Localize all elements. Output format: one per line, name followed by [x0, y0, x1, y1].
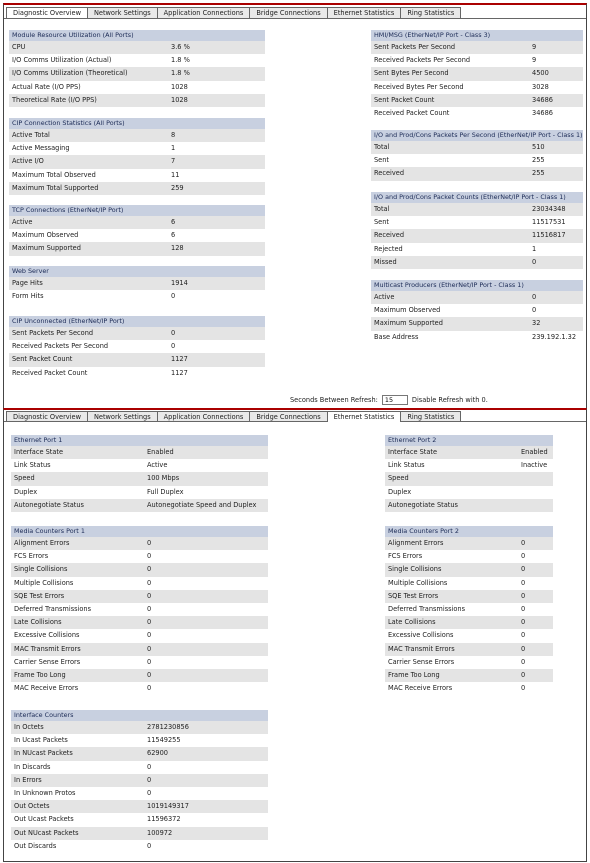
stat-row	[371, 216, 583, 229]
panel-i-o-and-prod-cons-packets-per-second-ethernet-ip-port-class-1	[371, 130, 583, 181]
stat-value: Inactive	[521, 461, 548, 470]
stat-row	[9, 353, 265, 366]
stat-value: 11517531	[532, 218, 566, 227]
refresh-control	[290, 395, 488, 405]
stat-label: Base Address	[374, 332, 419, 341]
panel-title: Web Server	[9, 266, 265, 277]
stat-value: 1127	[171, 355, 188, 364]
stat-row	[9, 216, 265, 229]
stat-label: MAC Transmit Errors	[388, 644, 455, 653]
tab-bridge-connections[interactable]: Bridge Connections	[249, 7, 327, 18]
stat-label: Sent Packets Per Second	[374, 43, 456, 51]
stat-label: Received Packets Per Second	[12, 342, 109, 351]
stat-value: 1.8 %	[171, 56, 190, 65]
stat-row	[371, 94, 583, 107]
stat-row	[11, 537, 268, 550]
stat-label: Speed	[388, 474, 409, 483]
stat-value: 0	[521, 539, 526, 547]
stat-row	[9, 367, 265, 380]
stat-row	[11, 499, 268, 512]
stat-label: Theoretical Rate (I/O PPS)	[12, 95, 97, 104]
stat-row	[371, 243, 583, 256]
stat-row	[371, 54, 583, 67]
stat-row	[9, 277, 265, 290]
stat-value: 0	[147, 552, 152, 561]
stat-value: 100 Mbps	[147, 474, 180, 483]
stat-label: Duplex	[388, 487, 412, 496]
stat-row	[371, 81, 583, 94]
tab-bar-top	[6, 6, 460, 18]
stat-row	[11, 734, 268, 747]
stat-label: MAC Receive Errors	[14, 684, 79, 693]
stat-value: 0	[521, 604, 526, 613]
stat-value: 0	[521, 670, 526, 679]
panel-title: Interface Counters	[11, 710, 268, 721]
tab-divider-top	[4, 18, 586, 19]
stat-row	[9, 94, 265, 107]
stat-value: 1	[532, 244, 537, 253]
stat-value: 34686	[532, 108, 553, 117]
stat-row	[11, 827, 268, 840]
stat-label: Sent	[374, 156, 390, 165]
stat-value: 11	[171, 170, 180, 179]
stat-row	[9, 169, 265, 182]
stat-row	[385, 537, 553, 550]
stat-row	[11, 761, 268, 774]
stat-label: Form Hits	[12, 292, 44, 301]
stat-value: 0	[147, 775, 152, 784]
tab-ring-statistics[interactable]: Ring Statistics	[400, 7, 461, 18]
stat-value: Enabled	[147, 448, 174, 456]
stat-value: 0	[147, 657, 152, 666]
stat-label: Autonegotiate Status	[388, 500, 458, 509]
stat-label: Maximum Supported	[374, 319, 443, 328]
stat-label: Out Ucast Packets	[14, 815, 74, 824]
stat-row	[371, 291, 583, 304]
stat-label: Sent Bytes Per Second	[374, 69, 449, 78]
stat-value: 11516817	[532, 231, 566, 240]
stat-value: 0	[532, 306, 537, 315]
panel-title: Media Counters Port 1	[11, 526, 268, 537]
stat-row	[371, 141, 583, 154]
stat-label: Deferred Transmissions	[14, 604, 92, 613]
stat-row	[9, 41, 265, 54]
stat-row	[385, 616, 553, 629]
stat-row	[371, 317, 583, 330]
stat-label: Single Collisions	[14, 565, 68, 574]
stat-value: 1019149317	[147, 802, 189, 811]
panel-ethernet-port-2	[385, 435, 553, 512]
stat-row	[371, 256, 583, 269]
stat-label: Frame Too Long	[388, 670, 440, 679]
panel-i-o-and-prod-cons-packet-counts-ethernet-ip-port-class-1	[371, 192, 583, 269]
stat-row	[11, 563, 268, 576]
stat-label: Missed	[374, 257, 397, 266]
stat-row	[11, 840, 268, 853]
stat-value: 0	[171, 342, 176, 351]
stat-value: Enabled	[521, 448, 548, 456]
stat-row	[385, 643, 553, 656]
stat-label: Received Packet Count	[374, 108, 450, 117]
stat-value: 0	[521, 644, 526, 653]
stat-row	[385, 550, 553, 563]
stat-label: Sent Packet Count	[374, 95, 435, 104]
panel-cip-unconnected-ethernet-ip-port	[9, 316, 265, 380]
stat-label: Out Octets	[14, 802, 50, 811]
stat-label: Single Collisions	[388, 565, 442, 574]
stat-label: Active Total	[12, 131, 50, 139]
stat-label: Received Packet Count	[12, 368, 88, 377]
stat-row	[385, 669, 553, 682]
stat-value: 32	[532, 319, 541, 328]
stat-row	[11, 459, 268, 472]
stat-value: 0	[147, 539, 152, 547]
stat-value: 0	[521, 657, 526, 666]
stat-label: Received	[374, 231, 404, 240]
stat-label: In Discards	[14, 762, 51, 771]
stat-value: 0	[171, 329, 176, 337]
stat-value: 3028	[532, 82, 549, 91]
stat-label: Sent Packet Count	[12, 355, 73, 364]
stat-value: 9	[532, 56, 537, 65]
stat-value: 0	[147, 841, 152, 850]
stat-value: 1	[171, 144, 176, 153]
stat-row	[385, 563, 553, 576]
stat-label: Active	[12, 218, 33, 226]
stat-value: 0	[147, 762, 152, 771]
stat-row	[371, 107, 583, 120]
stat-value: 510	[532, 143, 545, 151]
stat-label: Active Messaging	[12, 144, 70, 153]
stat-value: 0	[171, 292, 176, 301]
refresh-hint: Disable Refresh with 0.	[411, 396, 488, 404]
stat-value: 62900	[147, 749, 168, 758]
stat-row	[11, 643, 268, 656]
stat-row	[385, 603, 553, 616]
stat-label: Active I/O	[12, 157, 44, 166]
stat-label: Excessive Collisions	[14, 631, 80, 640]
stat-label: MAC Receive Errors	[388, 684, 453, 693]
stat-value: 11596372	[147, 815, 181, 824]
stat-label: Late Collisions	[14, 618, 62, 627]
stat-label: Multiple Collisions	[14, 578, 74, 587]
stat-label: Frame Too Long	[14, 670, 66, 679]
stat-label: Interface State	[14, 448, 64, 456]
stat-value: 1028	[171, 95, 188, 104]
tab-bridge-connections[interactable]: Bridge Connections	[249, 411, 327, 422]
stat-row	[11, 486, 268, 499]
stat-label: Page Hits	[12, 279, 43, 287]
stat-row	[11, 774, 268, 787]
stat-value: 0	[147, 591, 152, 600]
stat-value: 100972	[147, 828, 173, 837]
stat-value: 0	[147, 578, 152, 587]
stat-label: Actual Rate (I/O PPS)	[12, 82, 81, 91]
stat-label: Speed	[14, 474, 35, 483]
tab-divider-bottom	[4, 421, 586, 422]
stat-value: 1914	[171, 279, 188, 287]
stat-row	[9, 290, 265, 303]
stat-row	[11, 669, 268, 682]
stat-row	[11, 629, 268, 642]
stat-label: Maximum Total Supported	[12, 183, 99, 192]
stat-label: Carrier Sense Errors	[14, 657, 81, 666]
panel-title: I/O and Prod/Cons Packets Per Second (EtherNet/IP Port - Class 1)	[371, 130, 583, 141]
panel-title: HMI/MSG (EtherNet/IP Port - Class 3)	[371, 30, 583, 41]
stat-row	[11, 682, 268, 695]
stat-row	[385, 459, 553, 472]
stat-value: 0	[521, 591, 526, 600]
stat-label: Out NUcast Packets	[14, 828, 79, 837]
stat-row	[11, 800, 268, 813]
stat-row	[11, 603, 268, 616]
tab-diagnostic-overview[interactable]: Diagnostic Overview	[6, 7, 88, 18]
stat-label: Maximum Observed	[12, 231, 79, 240]
panel-media-counters-port-1	[11, 526, 268, 695]
stat-value: 0	[147, 618, 152, 627]
stat-label: Received Packets Per Second	[374, 56, 471, 65]
panel-hmi-msg-ethernet-ip-port-class-3	[371, 30, 583, 120]
stat-value: 0	[147, 604, 152, 613]
stat-label: Received Bytes Per Second	[374, 82, 464, 91]
tab-diagnostic-overview[interactable]: Diagnostic Overview	[6, 411, 88, 422]
stat-value: 0	[147, 788, 152, 797]
stat-row	[9, 155, 265, 168]
stat-value: 6	[171, 231, 176, 240]
stat-value: 23034348	[532, 205, 566, 213]
stat-value: 1.8 %	[171, 69, 190, 78]
stat-row	[385, 590, 553, 603]
stat-row	[371, 41, 583, 54]
refresh-label: Seconds Between Refresh:	[290, 396, 378, 404]
stat-label: In Ucast Packets	[14, 736, 68, 745]
stat-label: Sent	[374, 218, 390, 227]
stat-value: 255	[532, 169, 545, 178]
stat-row	[11, 616, 268, 629]
stat-label: Alignment Errors	[388, 539, 444, 547]
stat-label: Multiple Collisions	[388, 578, 448, 587]
stat-label: Maximum Supported	[12, 244, 81, 253]
stat-row	[9, 54, 265, 67]
tab-network-settings[interactable]: Network Settings	[87, 7, 158, 18]
stat-label: Alignment Errors	[14, 539, 70, 547]
stat-label: SQE Test Errors	[14, 591, 65, 600]
stat-value: Active	[147, 461, 168, 470]
panel-web-server	[9, 266, 265, 303]
panel-multicast-producers-ethernet-ip-port-class-1	[371, 280, 583, 344]
panel-tcp-connections-ethernet-ip-port	[9, 205, 265, 256]
panel-title: TCP Connections (EtherNet/IP Port)	[9, 205, 265, 216]
stat-row	[371, 229, 583, 242]
stat-value: 0	[532, 293, 537, 301]
stat-value: 0	[521, 578, 526, 587]
stat-row	[371, 67, 583, 80]
panel-title: Module Resource Utilization (All Ports)	[9, 30, 265, 41]
tab-network-settings[interactable]: Network Settings	[87, 411, 158, 422]
stat-value: 259	[171, 183, 184, 192]
stat-label: Total	[374, 205, 390, 213]
stat-label: SQE Test Errors	[388, 591, 439, 600]
stat-row	[9, 327, 265, 340]
stat-value: 0	[521, 565, 526, 574]
stat-label: FCS Errors	[388, 552, 423, 561]
stat-label: In NUcast Packets	[14, 749, 73, 758]
stat-row	[11, 813, 268, 826]
stat-label: FCS Errors	[14, 552, 49, 561]
stat-label: Maximum Observed	[374, 306, 441, 315]
stat-row	[9, 142, 265, 155]
stat-value: 4500	[532, 69, 549, 78]
stat-row	[9, 229, 265, 242]
stat-value: 0	[147, 644, 152, 653]
panel-title: Ethernet Port 1	[11, 435, 268, 446]
stat-value: 9	[532, 43, 537, 51]
stat-value: Full Duplex	[147, 487, 184, 496]
stat-label: CPU	[12, 43, 26, 51]
stat-label: I/O Comms Utilization (Actual)	[12, 56, 112, 65]
tab-application-connections[interactable]: Application Connections	[157, 411, 251, 422]
stat-value: 0	[147, 684, 152, 693]
stat-value: 7	[171, 157, 176, 166]
stat-label: In Octets	[14, 723, 44, 731]
panel-title: CIP Unconnected (EtherNet/IP Port)	[9, 316, 265, 327]
stat-label: Sent Packets Per Second	[12, 329, 94, 337]
panel-module-resource-utilization-all-ports	[9, 30, 265, 107]
refresh-seconds-input[interactable]	[382, 395, 408, 405]
stat-row	[371, 203, 583, 216]
stat-row	[11, 577, 268, 590]
panel-cip-connection-statistics-all-ports	[9, 118, 265, 195]
stat-row	[371, 154, 583, 167]
stat-row	[9, 129, 265, 142]
stat-label: In Errors	[14, 775, 42, 784]
stat-label: Total	[374, 143, 390, 151]
stat-label: Autonegotiate Status	[14, 500, 84, 509]
stat-row	[385, 577, 553, 590]
stat-row	[371, 167, 583, 180]
stat-value: 0	[521, 618, 526, 627]
stat-label: Active	[374, 293, 395, 301]
stat-row	[9, 81, 265, 94]
panel-ethernet-port-1	[11, 435, 268, 512]
panel-title: Multicast Producers (EtherNet/IP Port - Class 1)	[371, 280, 583, 291]
stat-value: 1028	[171, 82, 188, 91]
stat-row	[385, 499, 553, 512]
stat-value: 128	[171, 244, 184, 253]
stat-label: Link Status	[14, 461, 51, 470]
stat-label: Out Discards	[14, 841, 57, 850]
stat-value: 0	[521, 684, 526, 693]
stat-row	[11, 472, 268, 485]
tab-application-connections[interactable]: Application Connections	[157, 7, 251, 18]
stat-value: 0	[521, 631, 526, 640]
stat-label: In Unknown Protos	[14, 788, 76, 797]
stat-value: 1127	[171, 368, 188, 377]
stat-row	[385, 629, 553, 642]
stat-row	[11, 550, 268, 563]
stat-label: Duplex	[14, 487, 38, 496]
stat-value: 34686	[532, 95, 553, 104]
stat-row	[11, 446, 268, 459]
tab-ring-statistics[interactable]: Ring Statistics	[400, 411, 461, 422]
panel-media-counters-port-2	[385, 526, 553, 695]
stat-value: 6	[171, 218, 176, 226]
stat-value: Autonegotiate Speed and Duplex	[147, 500, 257, 509]
tab-ethernet-statistics[interactable]: Ethernet Statistics	[327, 7, 402, 18]
stat-label: MAC Transmit Errors	[14, 644, 81, 653]
stat-row	[385, 656, 553, 669]
stat-value: 0	[521, 552, 526, 561]
stat-value: 255	[532, 156, 545, 165]
stat-row	[11, 590, 268, 603]
panel-interface-counters	[11, 710, 268, 853]
panel-title: CIP Connection Statistics (All Ports)	[9, 118, 265, 129]
stat-row	[371, 331, 583, 344]
stat-row	[385, 446, 553, 459]
stat-row	[385, 472, 553, 485]
stat-value: 239.192.1.32	[532, 332, 577, 341]
stat-label: Maximum Total Observed	[12, 170, 96, 179]
stat-value: 0	[147, 565, 152, 574]
stat-row	[9, 242, 265, 255]
stat-row	[9, 340, 265, 353]
stat-label: Rejected	[374, 244, 403, 253]
panel-title: I/O and Prod/Cons Packet Counts (EtherNet/IP Port - Class 1)	[371, 192, 583, 203]
stat-label: Carrier Sense Errors	[388, 657, 455, 666]
stat-value: 0	[147, 670, 152, 679]
stat-row	[371, 304, 583, 317]
stat-label: I/O Comms Utilization (Theoretical)	[12, 69, 128, 78]
stat-row	[385, 486, 553, 499]
panel-title: Media Counters Port 2	[385, 526, 553, 537]
stat-value: 8	[171, 131, 176, 139]
tab-ethernet-statistics[interactable]: Ethernet Statistics	[327, 411, 402, 422]
stat-row	[9, 67, 265, 80]
stat-label: Link Status	[388, 461, 425, 470]
stat-row	[11, 656, 268, 669]
stat-row	[385, 682, 553, 695]
panel-title: Ethernet Port 2	[385, 435, 553, 446]
stat-label: Late Collisions	[388, 618, 436, 627]
stat-row	[9, 182, 265, 195]
stat-row	[11, 787, 268, 800]
stat-row	[11, 747, 268, 760]
stat-label: Received	[374, 169, 404, 178]
stat-value: 11549255	[147, 736, 181, 745]
stat-value: 0	[532, 257, 537, 266]
stat-label: Interface State	[388, 448, 438, 456]
stat-label: Deferred Transmissions	[388, 604, 466, 613]
stat-value: 0	[147, 631, 152, 640]
stat-label: Excessive Collisions	[388, 631, 454, 640]
stat-value: 2781230856	[147, 723, 189, 731]
stat-row	[11, 721, 268, 734]
stat-value: 3.6 %	[171, 43, 190, 51]
